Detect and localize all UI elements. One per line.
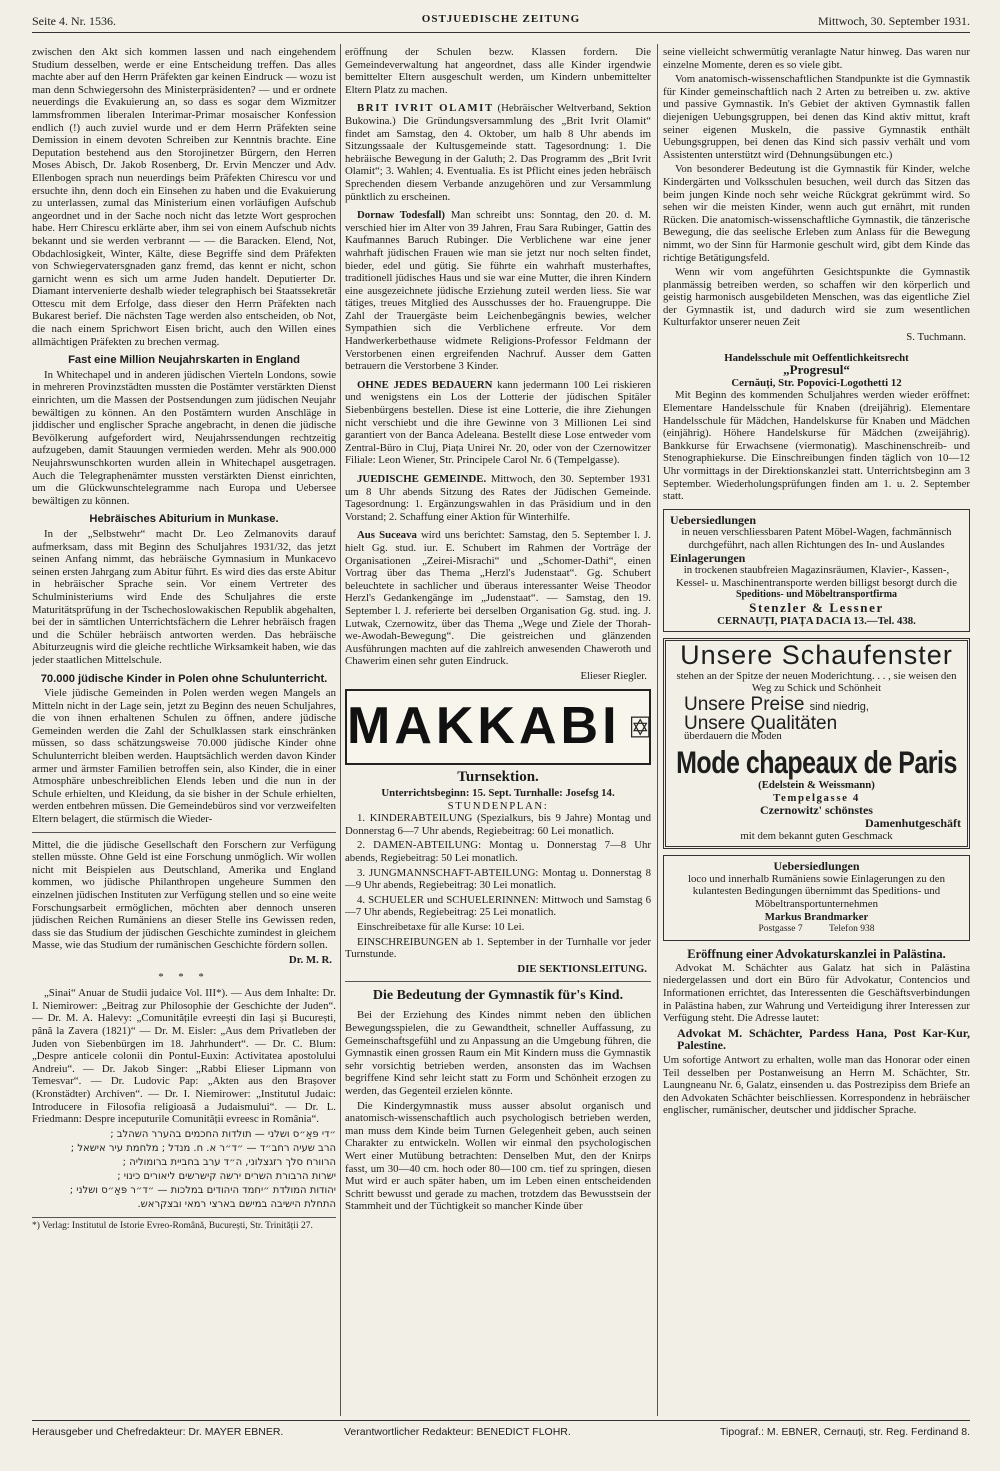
article-paragraph	[345, 379, 651, 467]
hebrew-line: הרוורח סלך רזגצלוני, ה״ד ערב בחביית ברומוליה ;	[122, 1156, 336, 1168]
article-paragraph: „Sinai“ Anuar de Studii judaice Vol. III*). — Aus dem Inhalte: Dr. I. Niemirower: „Beitrag zur Philosophie der Geschichte der Juden“. — Dr. M. A. Halevy: „Comunitățile evreești din Iași și București, până la Zavera (1821)“ — Dr. M. Eisler: „Aus dem Privatleben der Juden von Siebenbürgen im 18. Jahrhundert“. — Dr. C. Blum: „Despre anticele colonii din Pontul-Euxin: Activitatea apostolului Andreiu“. — Dr. Jakob Singer: „Rabbi Elieser Lipmann von Temesvar“. — Dr. Ludovic Pap: „Akten aus den Brașover (Kronstädter) Archiven“. — Dr. I. Niemirower: „Institutul Judaic: Introducere in Filosofia religioasă a Judaismului“. — Dr. L. Friedmann: Despre inceputurile Comunității evreesc in România“.	[32, 987, 336, 1126]
ad-claim-text: Unsere Preise	[684, 693, 805, 715]
ad-title: Uebersiedlungen	[773, 859, 860, 874]
article-signature: S. Tuchmann.	[906, 331, 966, 344]
ad-title: Einlagerungen	[670, 550, 746, 565]
ad-telephone: Telefon 938	[828, 924, 875, 935]
ad-claim-suffix: sind niedrig,	[809, 700, 869, 713]
schedule-item: 1. KINDERABTEILUNG (Spezialkurs, bis 9 Jahre) Montag und Donnerstag 6—7 Uhr abends, Regiebeitrag: 60 Lei monatlich.	[345, 812, 651, 837]
ad-address: Postgasse 7	[758, 924, 803, 935]
ad-text: in neuen verschliessbaren Patent Möbel-Wagen, fachmännisch durchgeführt, nach allen Richtungen des In- und Auslandes	[681, 526, 952, 551]
schedule-heading: STUNDENPLAN:	[447, 799, 549, 812]
hebrew-line: יהודות המולדת ״יחמד היהודים במלכות — ״ד״ר פּאַ״ס ושלני ;	[69, 1184, 336, 1196]
article-heading: Die Bedeutung der Gymnastik für's Kind.	[372, 988, 624, 1004]
makkabi-banner	[345, 689, 651, 765]
article-paragraph: zwischen den Akt sich kommen lassen und nach eingehendem Studium desselben, werde er eine Entscheidung treffen. Das alles machte aber auf den Herrn Präfekten gar keinen Eindruck — wozu ist man denn Schwiegersohn des Ministerpräsidenten? — und er ordnete neuerdings die Evakuierung an, so dass es sogar dem Wizmitzer lammsfrommen liberalen Interimar-Primar mosaischer Konfession endlich (!) auch zuviel wurde und er dem Herrn Präfekten seine Demission in einem devoten Schreiben zur Kenntnis brachte. Eine Deputation bestehend aus den Storojinetzer Bürgern, den Herren Moses Abisch, Dr. Jakob Rosenberg, Dr. Ervin Menczer und Adv. Ellenbogen sprach nun neuerdings beim Präfekten Chirescu vor und ersuchte ihn, denn doch ein Einsehen zu haben und die Evakuierung zu unterlassen, zumal das Ministerium einen vorläufigen Aufschub angeordnet und in der Sache noch nicht das letzte Wort gesprochen habe. Herr Chirescu erklärte aber, ihm sei von einem Aufschub nichts bekannt und sie werden verbrannt — — die Baracken. Elend, Not, Obdachlosigkeit, Winter, Kälte, diese Begriffe sind dem Präfekten von Schwiegervatersgnaden ganz fremd, das kennt er nicht, schon garnicht wenn es sich um arme Juden handelt. Deputierter Dr. Diamant intervenierte deshalb wieder telegraphisch bei Staatssekretär Ottescu mit dem Erfolge, dass dieser den Herrn Präfekten nach Bukarest berief. Die nächsten Tage werden also entscheiden, ob Not, die nach einem Sprichwort Eisen bricht, auch den Willen eines allmächtigen Präfekten zu brechen vermag.	[32, 46, 336, 348]
footer-printer: Tipograf.: M. EBNER, Cernauți, str. Reg. Ferdinand 8.	[720, 1426, 970, 1438]
footnote: *) Verlag: Institutul de Istorie Evreo-Română, București, Str. Trinității 27.	[32, 1217, 336, 1233]
column-3	[663, 46, 970, 1416]
schedule-item: 3. JUNGMANNSCHAFT-ABTEILUNG: Montag u. Donnerstag 8—9 Uhr abends, Regiebeitrag: 30 Lei monatlich.	[345, 866, 651, 892]
star-of-david-emblem-icon	[631, 710, 649, 744]
lawyer-address: Advokat M. Schächter, Pardess Hana, Post Kar-Kur, Palestine.	[677, 1025, 970, 1053]
ad-text: loco und innerhalb Rumäniens sowie Einlagerungen zu den kulantesten Bedingungen übernimmt das Speditions- und Möbeltransportunternehmen	[688, 872, 945, 911]
article-text: (Hebräischer Weltverband, Sektion Bukowina.) Die Gründungsversammlung des „Brit Ivrit Olamit“ findet am Samstag, den 4. Oktober, um halb 8 Uhr abends im Sitzungssaale der Kultusgemeinde statt. Tagesordnung: 1. Die hebräische Bewegung in der Galuth; 2. Das Programm des „Brit Ivrit Olamit“; 3. Wahlen; 4. Eventualia. Es ist Pflicht eines jeden hebräisch Sprechenden diesem Verbande anzugehören und zur Versammlung pünktlich zu erscheinen.	[345, 102, 651, 203]
footer-publisher: Herausgeber und Chefredakteur: Dr. MAYER EBNER.	[32, 1426, 284, 1438]
school-address: Cernăuți, Str. Popovici-Logothetti 12	[731, 376, 902, 389]
article-lead: BRIT IVRIT OLAMIT	[357, 102, 494, 115]
section-title: Turnsektion.	[457, 768, 539, 785]
schedule-signature: DIE SEKTIONSLEITUNG.	[517, 962, 647, 975]
page-header	[32, 12, 970, 30]
ad-text: in trockenen staubfreien Magazinsräumen, Klavier-, Kassen-, Kessel- u. Maschinentransporte werden billigst besorgt durch die	[675, 564, 958, 589]
ad-claim: Unsere Qualitäten	[684, 712, 838, 734]
column-divider	[657, 44, 658, 1416]
column-2	[345, 46, 651, 1416]
article-paragraph: eröffnung der Schulen bezw. Klassen fordern. Die Gemeindeverwaltung hat angeordnet, dass alle Kinder irgendwie bemittelter Eltern ausgeschult werden, um Kindern unbemittelter Eltern Platz zu machen.	[345, 46, 651, 96]
article-paragraph	[345, 529, 651, 668]
shop-slogan: Czernowitz' schönstes	[760, 803, 873, 818]
article-text: kann jedermann 100 Lei riskieren und wenigstens ein Los der Lotterie der jüdischen Spitäler Siebenbürgens bestellen. Diese ist eine Lotterie, die ihre Ziehungen nicht verschiebt und die ihre Gewinne von 3 Millionen Lei sind garantiert von der Banca Adeleana. Bestellt diese Lose entweder vom Zentral-Büro in Cluj, Piața Unirei Nr. 20, oder von der Czernowitzer Filiale: Leon Wiener, Str. Principele Carol Nr. 6 (Tempelgasse).	[345, 378, 651, 467]
article-heading: Eröffnung einer Advokaturskanzlei in Palästina.	[687, 946, 946, 961]
hebrew-line: הרב שעיה רחב״ד — ״ד״ר א. ח. מנדל ; מלחמת עיר אישאל ;	[70, 1142, 336, 1154]
article-text: wird uns berichtet: Samstag, den 5. September l. J. hielt Gg. stud. iur. E. Schubert im Rahmen der Vorträge der Organisationen „Zeirei-Misrachi“ und „Schomer-Dathi“, einen Vortrag über das Thema „Herzl's Judenstaat“. Gg. Schubert beleuchtete in sachlicher und überaus interessanter Weise Theodor Herzl's Gedankengänge im „Judenstaat“. — Samstag, den 19. September l. J. referierte bei derselben Organisation Gg. stud. ing. J. Lutwak, Czernowitz, über das Thema „Wege und Ziele der Thorah-we-Awodah-Bewegung“. Die geistreichen und glänzenden Ausführungen machten auf die zahlreich anwesenden Chaweroth und Chawerim einen sehr guten Eindruck.	[345, 529, 651, 668]
article-paragraph: In der „Selbstwehr“ macht Dr. Leo Zelmanovits darauf aufmerksam, dass mit Beginn des Schuljahres 1931/32, das jetzt seinen Anfang nimmt, das hebräische Gymnasium in Munkacevo seinen ersten Jahrgang zum Abitur führt. Es wird dies das erste Abitur in hebräischer Sprache sein. Vor einem Vertreter des Schulministeriums wird Ende des Schuljahres die erste Maturitätsprüfung in der Tschechoslowakischen Republik abgehalten, bei der in sämtlichen Unterrichtsfächern die Lehrer hebräisch fragen und die Schüler hebräisch antworten werden. Das hebräische Abiturzeugnis wird die gleiche rechtliche Wirksamkeit haben, wie das jeder staatlichen Mittelschule.	[32, 527, 336, 666]
ad-claim	[684, 693, 961, 715]
issue-date: Mittwoch, 30. September 1931.	[818, 14, 970, 28]
article-paragraph: Mittel, die die jüdische Gesellschaft den Forschern zur Verfügung stellen müsste. Ohne Geld ist eine Forschung unmöglich. Wir wollen nicht mit Beispielen aus Deutschland, Amerika und England kommen, wo jüdische Philanthropen ungeheure Summen den einzelnen jüdischen Instituten zur Verfügung stellen und so eine weite Forschungsarbeit ermöglichen, möchten aber dennoch unseren jüdischen Reichen Rumäniens an dieser Stelle ins Gewissen reden, dass sie das Studium der jüdischen Geschichte zumindest in gleichem Masse, wie das Studium der rumänischen Geschichte fördern sollen.	[32, 838, 336, 952]
column-divider	[340, 44, 341, 1416]
ad-firm-label: Speditions- und Möbeltransportfirma	[735, 589, 898, 601]
hebrew-line: התחלת הישיבה במישם בארצי רמאי ובצקראש.	[137, 1198, 336, 1210]
section-rule	[32, 832, 336, 833]
ad-firm-name: Markus Brandmarker	[764, 910, 869, 923]
header-rule	[32, 32, 970, 33]
ad-title: Uebersiedlungen	[670, 512, 757, 527]
article-paragraph: Um sofortige Antwort zu erhalten, wolle man das Honorar oder einen Teil desselben per Postanweisung an Herrn M. Schächter, Str. Laungneanu Nr. 6, Galatz, einsenden u. das Postrezipiss dem Briefe an den Advokaten Schächter beischliessen. Korrespondenz in hebräischer englischer, rumänischer, deutscher und jiddischer Sprache.	[663, 1053, 970, 1117]
moving-ad	[663, 509, 970, 632]
schedule-item: 4. SCHUELER und SCHUELERINNEN: Mittwoch und Samstag 6—7 Uhr abends, Regiebeitrag: 25 Lei monatlich.	[345, 893, 651, 919]
article-heading: Fast eine Million Neujahrskarten in England	[68, 354, 300, 367]
schedule-item: Einschreibetaxe für alle Kurse: 10 Lei.	[357, 921, 525, 934]
shop-name: Mode chapeaux de Paris	[676, 745, 957, 781]
ad-address-line	[670, 923, 963, 936]
article-paragraph: Advokat M. Schächter aus Galatz hat sich in Palästina niedergelassen und dort ein Büro für Advokatur, Contencios und Informationen errichtet, das Interessenten die Geschäftsverbindungen in Palästina haben, zur Wahrung und Verteidigung ihrer Interessen zur Verfügung steht. Die Adresse lautet:	[663, 961, 970, 1025]
transport-ad	[663, 855, 970, 941]
article-lead: Aus Suceava	[357, 529, 417, 542]
footer-editor: Verantwortlicher Redakteur: BENEDICT FLOHR.	[344, 1426, 571, 1438]
schedule-subtitle: Unterrichtsbeginn: 15. Sept. Turnhalle: Josefsg 14.	[381, 787, 615, 800]
article-paragraph	[345, 473, 651, 523]
article-paragraph: Die Kindergymnastik muss ausser absolut organisch und anatomisch-wissenschaftlich auch psychologisch betrieben werden, man muss dem Kinde beim Turnen Gelegenheit geben, auch seinen Charakter zu entwickeln. Wollen wir einmal den psychologischen Wert einer Mutübung betrachten: Denselben Mut, den der Knirps fasst, um 30—40 cm. hoch oder 80—100 cm. tief zu springen, diesen Mut wird er auch später haben, um im Leben einen entscheidenden Schritt bewusst und gerade zu machen, trotzdem das Bewusstsein der Stammheit und der Tüchtigkeit so mancher Kinde über	[345, 1099, 651, 1213]
page-number: Seite 4. Nr. 1536.	[32, 14, 116, 28]
ad-firm-name: Stenzler & Lessner	[749, 599, 884, 615]
article-paragraph: Wenn wir vom angeführten Gesichtspunkte die Gymnastik planmässig betreiben werden, so schaffen wir den körperlich und geistig harmonisch ausgebildeten Menschen, was das eigentliche Ziel der Gymnastik ist, und dadurch wird sie zum wesentlichen Kulturfaktor unserer neuen Zeit	[663, 266, 970, 329]
ad-address: CERNAUȚI, PIAȚA DACIA 13.—Tel. 438.	[717, 614, 916, 627]
shop-address: Tempelgasse 4	[773, 791, 860, 804]
column-1	[32, 46, 336, 1416]
shop-slogan: Damenhutgeschäft	[865, 816, 961, 831]
school-ad-text: Mit Beginn des kommenden Schuljahres werden wieder eröffnet: Elementare Handelsschule für Knaben (dreijährig). Elementare Handelsschule für Mädchen, Handelskurse für Knaben und Mädchen (einjährig). Höhere Handelskurse für Mädchen (zweijährig). Bankkurse für Erwachsene (viermonatig). Maschinenschreib- und Stenographiekurse. Die Einschreibungen finden täglich von 10—12 Uhr vormittags in der Direktionskanzlei statt. Unterrichtsbeginn am 3 September. Wiederholungsprüfungen finden am 1. u. 2. September statt.	[663, 389, 970, 503]
shop-owner: (Edelstein & Weissmann)	[758, 779, 875, 792]
page-footer	[32, 1424, 970, 1442]
ad-title: Unsere Schaufenster	[680, 640, 953, 671]
hat-shop-ad	[663, 638, 970, 849]
schedule-item: EINSCHREIBUNGEN ab 1. September in der Turnhalle vor jeder Turnstunde.	[345, 935, 651, 961]
schedule-item: 2. DAMEN-ABTEILUNG: Montag u. Donnerstag 7—8 Uhr abends, Regiebeitrag: 50 Lei monatlich.	[345, 839, 651, 865]
hebrew-line: ישרות הרבורת השרים ירשה קישרשים ליאורים כינוי ;	[117, 1170, 336, 1182]
article-paragraph	[345, 209, 651, 373]
article-text: Man schreibt uns: Sonntag, den 20. d. M. verschied hier im Alter von 39 Jahren, Frau Sara Rubinger, Gattin des Kaufmannes Baruch Rubinger. Die Verblichene war eine jener wahrhaft jüdischen Frauen wie man sie jetzt nur noch selten findet, bieder, edel und gütig. Sie führte ein wahrhaft musterhaftes, traditionell jüdisches Haus und sie war eine Mutter, die ihren Kindern eine ausgezeichnete jüdische Erziehung zuteil werden liess. Sie war tätiges, treues Mitglied des Ausschusses der ho. Frauengruppe. Die Zahl der Trauergäste beim Leichenbegängnis bewies, welcher Sympathien sich die Verblichene erfreute. Vor dem Handwerkerbethause widmete Religions-Professor Feldmann der Verstorbenen einen ergreifenden Nachruf. Ausser dem Gatten betrauern die Verstorbene 3 Kinder.	[345, 209, 651, 373]
footer-rule	[32, 1420, 970, 1421]
ad-text: überdauern die Moden	[684, 730, 782, 743]
article-signature: Dr. M. R.	[288, 953, 332, 966]
separator-stars: * * *	[158, 970, 210, 983]
school-ad-heading: Handelsschule mit Oeffentlichkeitsrecht	[724, 351, 909, 364]
article-paragraph: Viele jüdische Gemeinden in Polen werden wegen Mangels an Mitteln nicht in der Lage sein, jetzt zu Beginn des neuen Schuljahres, die von ihnen erhaltenen Schulen zu öffnen, andere jüdische Gemeinden werden die Zahl der Schulklassen stark einschränken müssen, so dass schätzungsweise 70.000 jüdische Kinder ohne Schulunterricht bleiben werden. Hauptsächlich werden davon Kinder armer und ärmster Familien betroffen sein, also Kinder, die in einer Atmosphäre unbeschreiblichen Elends leben und die nun in der Schule erhielten, und Kleidung, da sie bisher in der Schule erhielten, werden entbehren müssen. Die Gemeindebüros sind vor verzweifelten Eltern belagert, die stürmisch die Wieder-	[32, 687, 336, 826]
school-name: „Progresul“	[783, 362, 850, 378]
article-paragraph: Bei der Erziehung des Kindes nimmt neben den üblichen Bewegungsspielen, die zu Gewandtheit, schneller Auffassung, zu Gemeinschaftsgefühl und zu Anpassung an die Umgebung führen, die Gymnastik einen grossen Raum ein Mit Kindern muss die Gymnastik sehr vorsichtig betrieben werden, ansonsten das im Wachsen begriffene Kind sehr leicht statt zu Form und Schönheit erzogen zu werden, das Gegenteil erzielen könnte.	[345, 1009, 651, 1097]
article-lead: Dornaw Todesfall)	[357, 209, 445, 222]
article-paragraph: In Whitechapel und in anderen jüdischen Vierteln Londons, sowie in mehreren Provinzstädten mussten die Postämter verstärkten Dienst einrichten, um die Massen der Postsendungen zum jüdischen Neujahr bewältigen zu können. An den Postämtern wurden Anschläge in jiddischer und englischer Sprache angebracht, in denen die jüdische Bevölkerung aufgefordert wird, Neujahrssendungen rechtzeitig aufzugeben, damit Stauungen vermieden werden. Mehr als 900.000 Neujahrswunschkorten wurden allein in Whitechapel ausgetragen. Auch die Telegraphenämter mussten verstärkten Dienst einrichten, um die Glückwunschtelegramme nach Europa und Uebersee bewältigen zu können.	[32, 368, 336, 507]
article-heading: 70.000 jüdische Kinder in Polen ohne Schulunterricht.	[40, 672, 328, 685]
hebrew-line: ״די פּאַ״ס ושלני — תולדות החכמים בהערר השהלב ;	[110, 1128, 336, 1140]
article-paragraph	[345, 102, 651, 203]
ad-text: stehen an der Spitze der neuen Moderichtung. . . , sie weisen den Weg zu Schick und Schönheit	[676, 669, 957, 695]
article-lead: OHNE JEDES BEDAUERN	[357, 378, 493, 391]
makkabi-logo-text: MAKKABI	[347, 697, 621, 756]
article-lead: JUEDISCHE GEMEINDE.	[357, 473, 487, 485]
section-rule	[345, 981, 651, 982]
newspaper-title: OSTJUEDISCHE ZEITUNG	[421, 13, 581, 25]
article-text: Mittwoch, den 30. September 1931 um 8 Uhr abends Sitzung des Rates der Jüdischen Gemeinde. Tagesordnung: 1. Ergänzungswahlen in das Präsidium und in den Vorstand; 2. Schaffung einer Aktion für Winterhilfe.	[345, 473, 651, 523]
article-heading: Hebräisches Abiturium in Munkase.	[89, 513, 279, 526]
ad-text: mit dem bekannt guten Geschmack	[740, 829, 893, 842]
article-paragraph: Vom anatomisch-wissenschaftlichen Standpunkte ist die Gymnastik für Kinder gemeinschaftlich nach 2 Arten zu betreiben u. zw. aktive und passive Gymnastik. In's Gebiet der aktiven Gymnastik fallen diejenigen Uebungsgruppen, bei denen das Kind aktiv mittut, kraft seiner eigenen Muskeln, die passive Gymnastik enthält Uebungsgruppen, bei denen das Kind sich passiv verhält und vom Assistenten unterstützt wird (Dehnungsübungen etc.)	[663, 73, 970, 161]
article-paragraph: Von besonderer Bedeutung ist die Gymnastik für Kinder, welche Kindergärten und Volksschulen besuchen, weil durch das Sitzen das beim jungen Kinde noch sehr weiche Rückgrat gekrümmt wird. So sehen wir die meisten Kinder, wenn auch gut ernährt, mit runden Rücken. Die anatomisch-wissenschaftliche Gymnastik, die tänzerische Bewegung, die das seelische Erleben zum Anlass für die Bewegung nimmt, wo der Sinn für Harmonie geschult wird, gibt dem Kinde das richtige Betätigungsfeld.	[663, 163, 970, 264]
article-signature: Elieser Riegler.	[580, 669, 647, 682]
article-paragraph: seine vielleicht schwermütig veranlagte Natur hinweg. Das waren nur einzelne Momente, deren es so viele gibt.	[663, 46, 970, 71]
